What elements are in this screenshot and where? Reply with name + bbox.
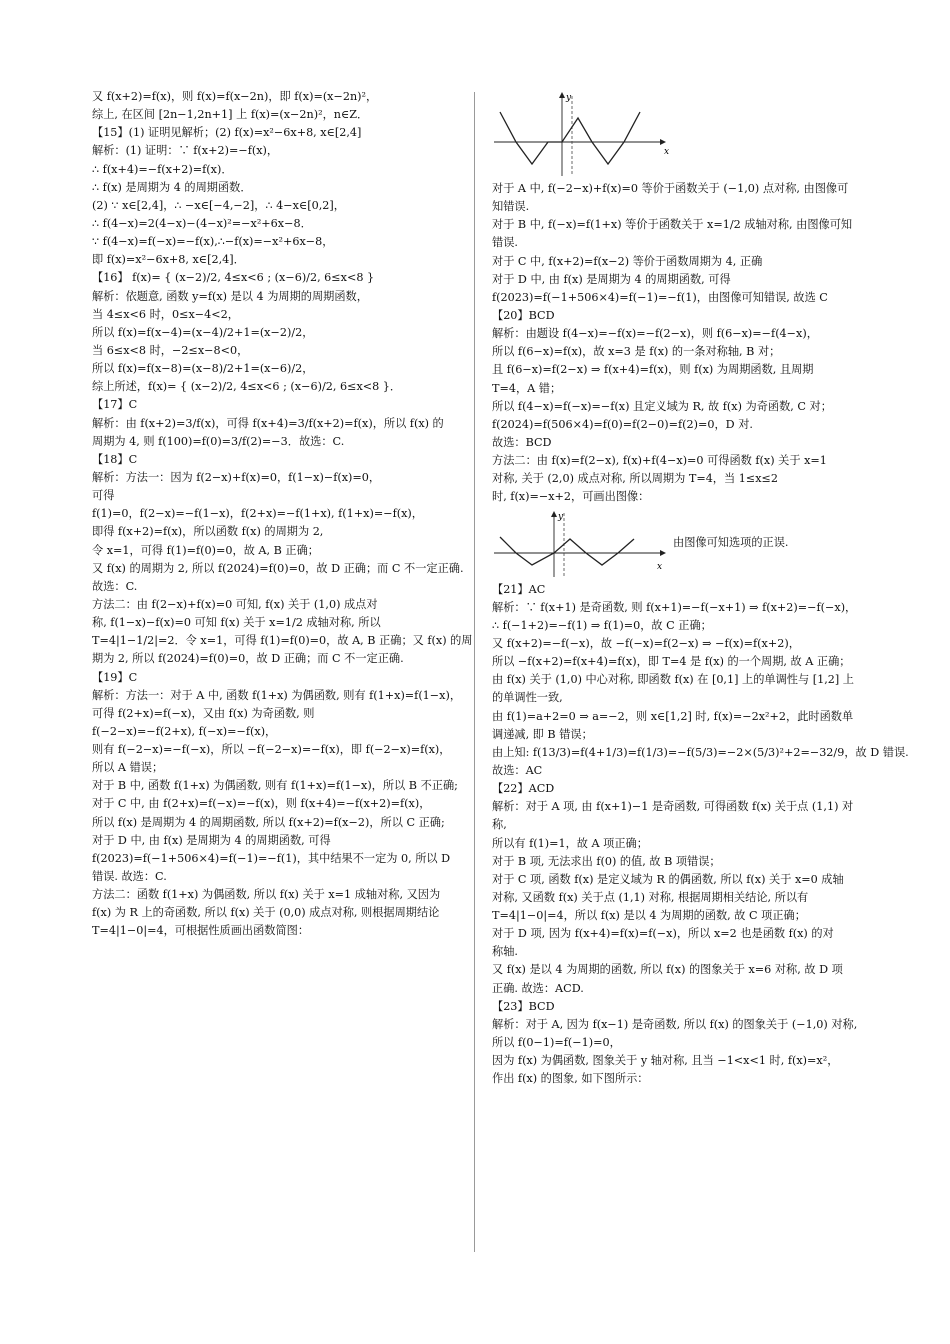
svg-text:x: x (657, 561, 663, 572)
left-line: 错误. 故选：C. (92, 870, 167, 884)
left-line: f(2023)=f(−1+506×4)=f(−1)=−f(1)，其中结果不一定为 0, 所以 D (92, 851, 451, 865)
right-b-line: 由 f(x) 关于 (1,0) 中心对称, 即函数 f(x) 在 [0,1] 上的单调性与 [1,2] 上 (492, 673, 854, 687)
left-line: 解析：方法一：因为 f(2−x)+f(x)=0，f(1−x)−f(x)=0， (92, 470, 381, 484)
left-line: ∴ f(x+4)=−f(x+2)=f(x)． (92, 162, 233, 176)
left-line: 对于 D 中, 由 f(x) 是周期为 4 的周期函数, 可得 (92, 833, 331, 847)
left-line: 称, f(1−x)−f(x)=0 可知 f(x) 关于 x=1/2 成轴对称, 所以 (92, 616, 381, 630)
right-b-line: 解析：∵ f(x+1) 是奇函数, 则 f(x+1)=−f(−x+1) ⇒ f(x+2)=−f(−x)， (492, 600, 857, 614)
right-a-line: 对称, 关于 (2,0) 成点对称, 所以周期为 T=4，当 1≤x≤2 (492, 472, 779, 486)
right-b-line: T=4|1−0|=4，所以 f(x) 是以 4 为周期的函数, 故 C 项正确； (492, 909, 806, 923)
left-line: 解析：由 f(x+2)=3/f(x)，可得 f(x+4)=3/f(x+2)=f(x)，所以 f(x) 的 (92, 416, 444, 430)
left-line: 令 x=1，可得 f(1)=f(0)=0，故 A, B 正确； (92, 543, 319, 557)
right-b-line: 所以 f(0−1)=f(−1)=0， (492, 1036, 621, 1050)
left-line: 故选：C. (92, 579, 138, 593)
right-a-line: f(2023)=f(−1+506×4)=f(−1)=−f(1)，由图像可知错误, 故选 C (492, 290, 828, 304)
left-line: 对于 C 中, 由 f(2+x)=f(−x)=−f(x)，则 f(x+4)=−f(x+2)=f(x)， (92, 797, 431, 811)
left-line: 【16】 f(x)= { (x−2)/2, 4≤x<6 ; (x−6)/2, 6≤x<8 } (92, 271, 375, 285)
right-b-line: 对称, 又函数 f(x) 关于点 (1,1) 对称, 根据周期相关结论, 所以有 (492, 890, 809, 904)
right-b-line: 作出 f(x) 的图象, 如下图所示： (492, 1072, 649, 1086)
left-line: 即得 f(x+2)=f(x)，所以函数 f(x) 的周期为 2, (92, 525, 324, 539)
left-line: 综上, 在区间 [2n−1,2n+1] 上 f(x)=(x−2n)²，n∈Z． (92, 108, 369, 122)
right-b-line: 称轴. (492, 945, 518, 959)
left-line: ∴ f(x) 是周期为 4 的周期函数． (92, 180, 252, 194)
left-line: T=4|1−1/2|=2．令 x=1，可得 f(1)=f(0)=0，故 A, B 正确；又 f(x) 的周 (92, 634, 473, 648)
right-a-line: 解析：由题设 f(4−x)=−f(x)=−f(2−x)，则 f(6−x)=−f(4−x)， (492, 327, 818, 341)
right-b-line: 的单调性一致, (492, 691, 563, 705)
left-line: 所以 f(x) 是周期为 4 的周期函数, 所以 f(x+2)=f(x−2)，所以 C 正确; (92, 815, 445, 829)
right-b-line: 又 f(x+2)=−f(−x)，故 −f(−x)=f(2−x) ⇒ −f(x)=f(x+2)， (492, 636, 800, 650)
left-line: 当 4≤x<6 时，0≤x−4<2， (92, 307, 239, 321)
right-b-line: 又 f(x) 是以 4 为周期的函数, 所以 f(x) 的图象关于 x=6 对称, 故 D 项 (492, 963, 843, 977)
left-line: 所以 A 错误； (92, 761, 164, 775)
right-b-line: 解析：对于 A, 因为 f(x−1) 是奇函数, 所以 f(x) 的图象关于 (−1,0) 对称, (492, 1017, 858, 1031)
right-a-line: 错误. (492, 236, 518, 250)
left-line: f(1)=0，f(2−x)=−f(1−x)，f(2+x)=−f(1+x), f(1+x)=−f(x)， (92, 507, 423, 521)
right-b-line: 故选：AC (492, 763, 543, 777)
graph-20-caption: 由图像可知选项的正误. (673, 536, 789, 550)
right-a-line: 方法二：由 f(x)=f(2−x), f(x)+f(4−x)=0 可得函数 f(x) 关于 x=1 (492, 454, 827, 468)
right-a-line: 知错误. (492, 200, 530, 214)
x-axis-label: x (664, 147, 670, 157)
right-a-line: 故选：BCD (492, 435, 552, 449)
right-a-line: 时, f(x)=−x+2，可画出图像： (492, 490, 650, 504)
left-line: 方法二：函数 f(1+x) 为偶函数, 所以 f(x) 关于 x=1 成轴对称, 又因为 (92, 888, 441, 902)
graph-20-row (492, 507, 864, 581)
left-line: 解析：(1) 证明：∵ f(x+2)=−f(x)， (92, 144, 279, 158)
left-line: 对于 B 中, 函数 f(1+x) 为偶函数, 则有 f(1+x)=f(1−x)，所以 B 不正确; (92, 779, 458, 793)
graph-20 (492, 509, 667, 579)
left-line: 【15】(1) 证明见解析；(2) f(x)=x²−6x+8, x∈[2,4] (92, 126, 362, 140)
right-b-line: 【23】BCD (492, 999, 555, 1013)
left-line: (2) ∵ x∈[2,4]，∴ −x∈[−4,−2]，∴ 4−x∈[0,2]， (92, 198, 345, 212)
left-line: ∴ f(4−x)=2(4−x)−(4−x)²=−x²+6x−8． (92, 216, 312, 230)
right-b-line: 调递减, 即 B 错误； (492, 727, 593, 741)
right-b-line: 正确. 故选：ACD. (492, 981, 584, 995)
left-line: 可得 (92, 489, 115, 503)
svg-text:y: y (558, 511, 564, 522)
right-column (492, 88, 909, 1088)
right-b-line: 所以 −f(x+2)=f(x+4)=f(x)，即 T=4 是 f(x) 的一个周期, 故 A 正确； (492, 655, 851, 669)
left-line: 解析：依题意, 函数 y=f(x) 是以 4 为周期的周期函数， (92, 289, 368, 303)
graph-19 (492, 90, 672, 178)
left-line: 可得 f(2+x)=f(−x)，又由 f(x) 为奇函数, 则 (92, 706, 315, 720)
left-line: 又 f(x) 的周期为 2, 所以 f(2024)=f(0)=0，故 D 正确；而 C 不一定正确. (92, 561, 464, 575)
y-axis-label: y (566, 93, 572, 103)
right-b-line: 因为 f(x) 为偶函数, 图象关于 y 轴对称, 且当 −1<x<1 时, f(x)=x²， (492, 1054, 839, 1068)
right-a-line: 对于 C 中, f(x+2)=f(x−2) 等价于函数周期为 4, 正确 (492, 254, 763, 268)
column-divider (474, 92, 475, 1252)
right-b-line: 解析：对于 A 项, 由 f(x+1)−1 是奇函数, 可得函数 f(x) 关于点 (1,1) 对 (492, 800, 854, 814)
left-line: 当 6≤x<8 时，−2≤x−8<0， (92, 343, 249, 357)
left-line: 【17】C (92, 398, 138, 412)
right-a-line: 所以 f(6−x)=f(x)，故 x=3 是 f(x) 的一条对称轴, B 对； (492, 345, 781, 359)
right-b-line: 称, (492, 818, 507, 832)
right-a-line: T=4，A 错； (492, 381, 562, 395)
left-line: f(x) 为 R 上的奇函数, 所以 f(x) 关于 (0,0) 成点对称, 则根据周期结论 (92, 906, 440, 920)
right-b-line: 【21】AC (492, 582, 546, 596)
right-b-line: 对于 C 项, 函数 f(x) 是定义域为 R 的偶函数, 所以 f(x) 关于 x=0 成轴 (492, 872, 844, 886)
left-line: T=4|1−0|=4，可根据性质画出函数简图： (92, 924, 310, 938)
left-line: 方法二：由 f(2−x)+f(x)=0 可知, f(x) 关于 (1,0) 成点对 (92, 597, 378, 611)
right-a-line: 【20】BCD (492, 308, 555, 322)
right-a-line: f(2024)=f(506×4)=f(0)=f(2−0)=f(2)=0，D 对. (492, 417, 753, 431)
right-b-line: 对于 B 项, 无法求出 f(0) 的值, 故 B 项错误； (492, 854, 721, 868)
left-line: 【18】C (92, 452, 138, 466)
right-a-line: 所以 f(4−x)=f(−x)=−f(x) 且定义域为 R, 故 f(x) 为奇函数, C 对； (492, 399, 832, 413)
right-a-line: 且 f(6−x)=f(2−x) ⇒ f(x+4)=f(x)，则 f(x) 为周期函数, 且周期 (492, 363, 814, 377)
left-line: 所以 f(x)=f(x−8)=(x−8)/2+1=(x−6)/2， (92, 362, 314, 376)
right-b-line: 所以有 f(1)=1，故 A 项正确； (492, 836, 648, 850)
left-line: ∵ f(4−x)=f(−x)=−f(x),∴−f(x)=−x²+6x−8， (92, 235, 334, 249)
right-b-line: 由 f(1)=a+2=0 ⇒ a=−2，则 x∈[1,2] 时, f(x)=−2x²+2，此时函数单 (492, 709, 854, 723)
left-line: 又 f(x+2)=f(x)，则 f(x)=f(x−2n)，即 f(x)=(x−2n)²， (92, 90, 378, 103)
left-line: 解析：方法一：对于 A 中, 函数 f(1+x) 为偶函数, 则有 f(1+x)=f(1−x)， (92, 688, 462, 702)
right-a-line: 对于 D 中, 由 f(x) 是周期为 4 的周期函数, 可得 (492, 272, 731, 286)
right-b-line: 【22】ACD (492, 782, 555, 796)
left-line: 周期为 4, 则 f(100)=f(0)=3/f(2)=−3．故选：C. (92, 434, 345, 448)
left-line: 【19】C (92, 670, 138, 684)
left-line: f(−2−x)=−f(2+x), f(−x)=−f(x)， (92, 724, 277, 738)
right-a-line: 对于 B 中, f(−x)=f(1+x) 等价于函数关于 x=1/2 成轴对称, 由图像可知 (492, 218, 853, 232)
right-b-line: 由上知: f(13/3)=f(4+1/3)=f(1/3)=−f(5/3)=−2×(5/3)²+2=−32/9，故 D 错误. (492, 745, 909, 759)
left-line: 所以 f(x)=f(x−4)=(x−4)/2+1=(x−2)/2， (92, 325, 314, 339)
left-line: 期为 2, 所以 f(2024)=f(0)=0，故 D 正确；而 C 不一定正确. (92, 652, 404, 666)
right-b-line: 对于 D 项, 因为 f(x+4)=f(x)=f(−x)，所以 x=2 也是函数 f(x) 的对 (492, 927, 834, 941)
left-line: 即 f(x)=x²−6x+8, x∈[2,4]． (92, 253, 245, 267)
left-line: 综上所述，f(x)= { (x−2)/2, 4≤x<6 ; (x−6)/2, 6≤x<8 }． (92, 380, 402, 394)
left-line: 则有 f(−2−x)=−f(−x)，所以 −f(−2−x)=−f(x)，即 f(−2−x)=f(x)， (92, 743, 451, 757)
right-b-line: ∴ f(−1+2)=−f(1) ⇒ f(1)=0，故 C 正确； (492, 618, 712, 632)
right-a-line: 对于 A 中, f(−2−x)+f(x)=0 等价于函数关于 (−1,0) 点对称, 由图像可 (492, 182, 849, 195)
left-column (92, 88, 473, 941)
